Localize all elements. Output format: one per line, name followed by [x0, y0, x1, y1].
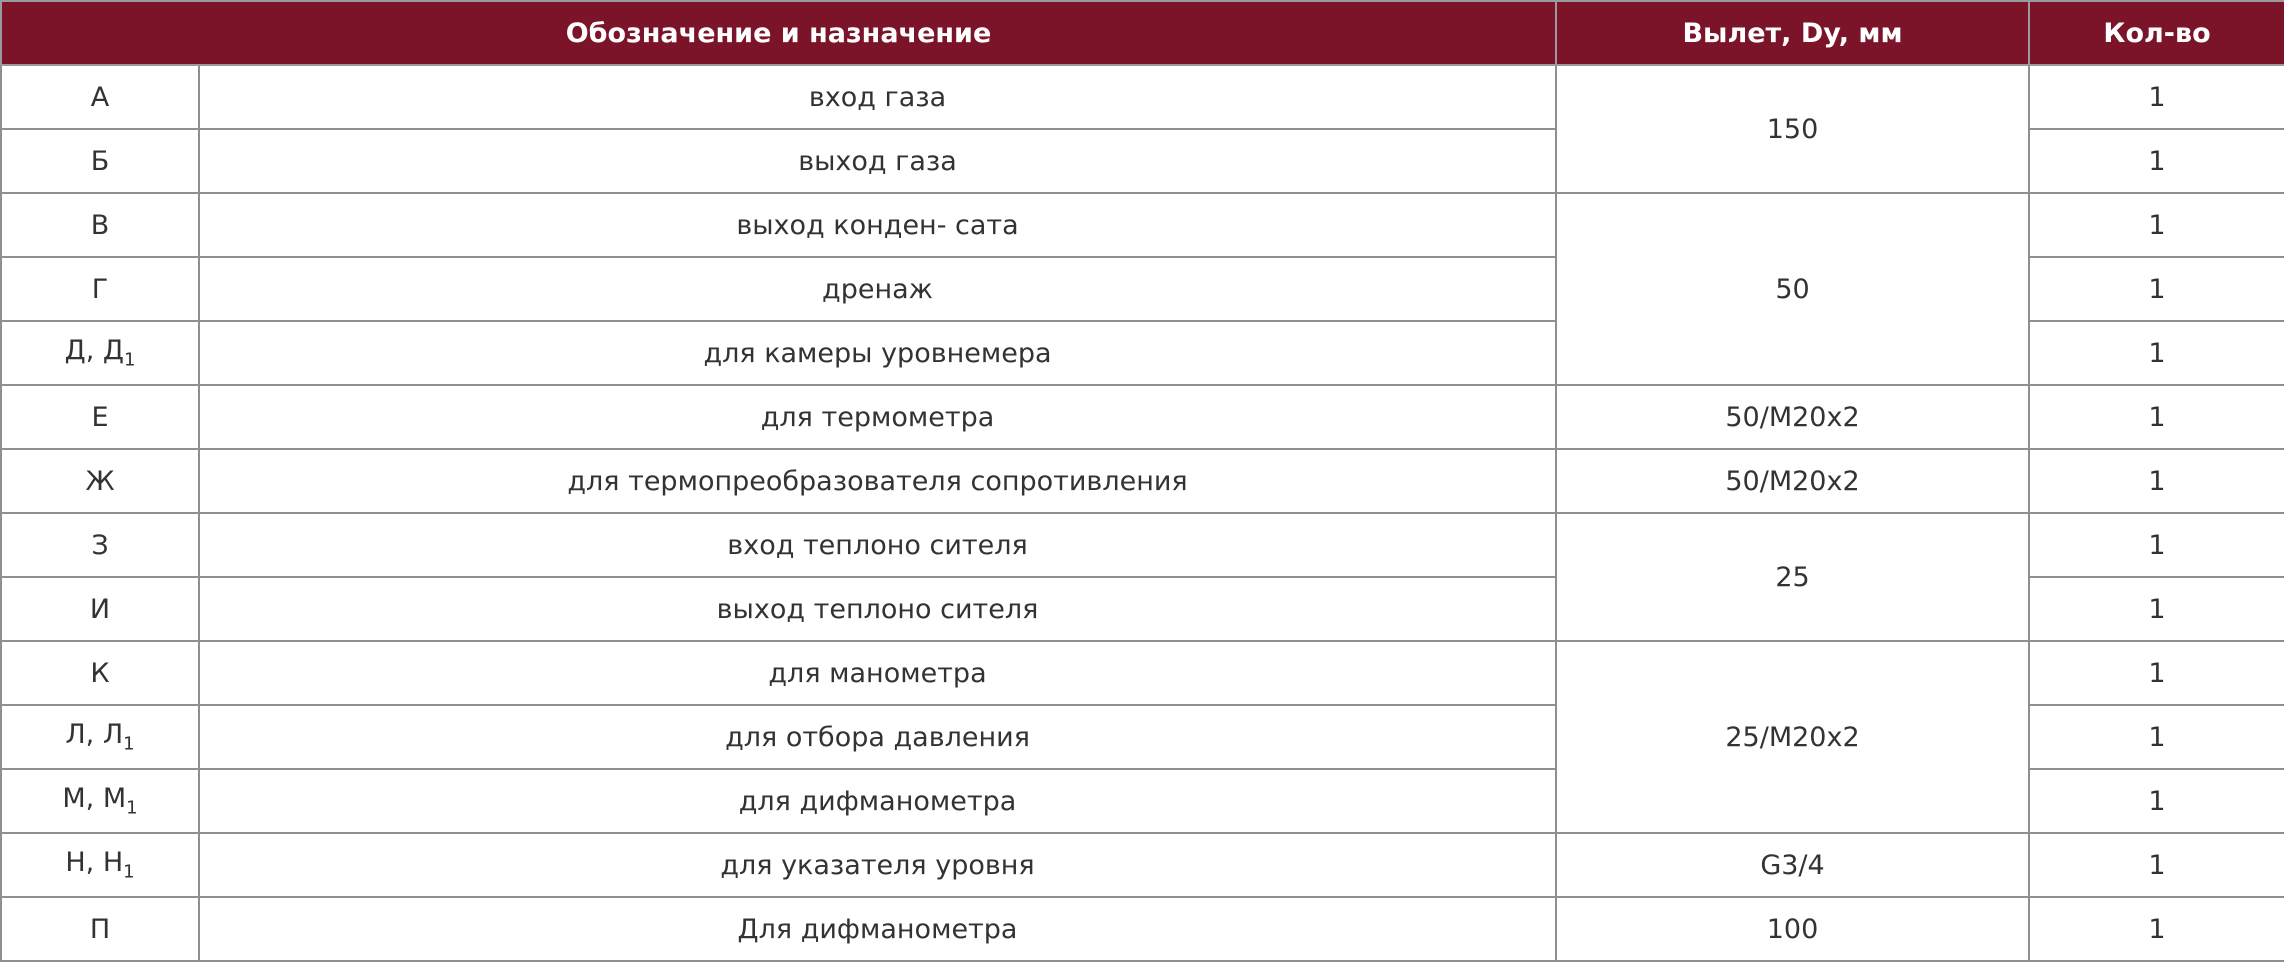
table-body: [1, 65, 2284, 961]
code-text: Г: [91, 273, 109, 305]
cell-purpose: вход теплоно сителя: [199, 513, 1556, 577]
table-row: [1, 65, 2284, 129]
cell-purpose: для камеры уровнемера: [199, 321, 1556, 385]
cell-purpose: для манометра: [199, 641, 1556, 705]
table-row: [1, 641, 2284, 705]
code-text: И: [89, 593, 111, 625]
cell-reach: G3/4: [1556, 833, 2029, 897]
cell-code: [1, 449, 199, 513]
code-text: Д, Д: [64, 335, 124, 367]
cell-code: [1, 705, 199, 769]
cell-reach: 50: [1556, 193, 2029, 385]
code-text: Б: [90, 145, 110, 177]
cell-code: [1, 769, 199, 833]
code-subscript: 1: [123, 733, 135, 755]
cell-reach: 150: [1556, 65, 2029, 193]
cell-code: [1, 321, 199, 385]
cell-code: [1, 65, 199, 129]
table-row: [1, 193, 2284, 257]
cell-qty: 1: [2029, 577, 2284, 641]
code-subscript: 1: [126, 797, 138, 819]
cell-code: [1, 641, 199, 705]
code-text: М, М: [62, 783, 127, 815]
cell-code: [1, 129, 199, 193]
cell-qty: 1: [2029, 897, 2284, 961]
code-text: Е: [91, 401, 109, 433]
cell-code: [1, 897, 199, 961]
cell-purpose: Для дифманометра: [199, 897, 1556, 961]
header-reach: Вылет, Dy, мм: [1556, 1, 2029, 65]
cell-qty: 1: [2029, 65, 2284, 129]
cell-reach: 50/М20х2: [1556, 449, 2029, 513]
code-text: З: [91, 529, 109, 561]
code-text: Ж: [85, 465, 115, 497]
table-row: [1, 449, 2284, 513]
cell-qty: 1: [2029, 385, 2284, 449]
table-header-row: [1, 1, 2284, 65]
cell-purpose: выход теплоно сителя: [199, 577, 1556, 641]
table-row: [1, 385, 2284, 449]
cell-code: [1, 257, 199, 321]
header-qty: Кол-во: [2029, 1, 2284, 65]
table-row: [1, 513, 2284, 577]
cell-purpose: вход газа: [199, 65, 1556, 129]
code-text: Л, Л: [65, 719, 124, 751]
header-designation: Обозначение и назначение: [1, 1, 1556, 65]
cell-qty: 1: [2029, 641, 2284, 705]
code-text: П: [89, 913, 111, 945]
table-row: [1, 833, 2284, 897]
cell-purpose: для термопреобразователя сопротивления: [199, 449, 1556, 513]
code-text: Н, Н: [65, 847, 124, 879]
cell-qty: 1: [2029, 833, 2284, 897]
code-subscript: 1: [123, 349, 136, 371]
cell-code: [1, 193, 199, 257]
cell-code: [1, 385, 199, 449]
cell-qty: 1: [2029, 193, 2284, 257]
cell-code: [1, 513, 199, 577]
cell-qty: 1: [2029, 769, 2284, 833]
cell-purpose: дренаж: [199, 257, 1556, 321]
cell-qty: 1: [2029, 321, 2284, 385]
cell-qty: 1: [2029, 513, 2284, 577]
cell-qty: 1: [2029, 257, 2284, 321]
cell-code: [1, 577, 199, 641]
cell-qty: 1: [2029, 129, 2284, 193]
cell-reach: 25: [1556, 513, 2029, 641]
cell-purpose: для указателя уровня: [199, 833, 1556, 897]
cell-reach: 100: [1556, 897, 2029, 961]
cell-qty: 1: [2029, 705, 2284, 769]
table-row: [1, 897, 2284, 961]
cell-reach: 25/М20х2: [1556, 641, 2029, 833]
cell-purpose: выход газа: [199, 129, 1556, 193]
cell-qty: 1: [2029, 449, 2284, 513]
cell-purpose: для термометра: [199, 385, 1556, 449]
cell-purpose: для отбора давления: [199, 705, 1556, 769]
code-subscript: 1: [123, 861, 135, 883]
cell-reach: 50/М20х2: [1556, 385, 2029, 449]
code-text: А: [90, 81, 110, 113]
cell-purpose: для дифманометра: [199, 769, 1556, 833]
cell-purpose: выход конден- сата: [199, 193, 1556, 257]
code-text: В: [90, 209, 110, 241]
code-text: К: [90, 657, 110, 689]
cell-code: [1, 833, 199, 897]
